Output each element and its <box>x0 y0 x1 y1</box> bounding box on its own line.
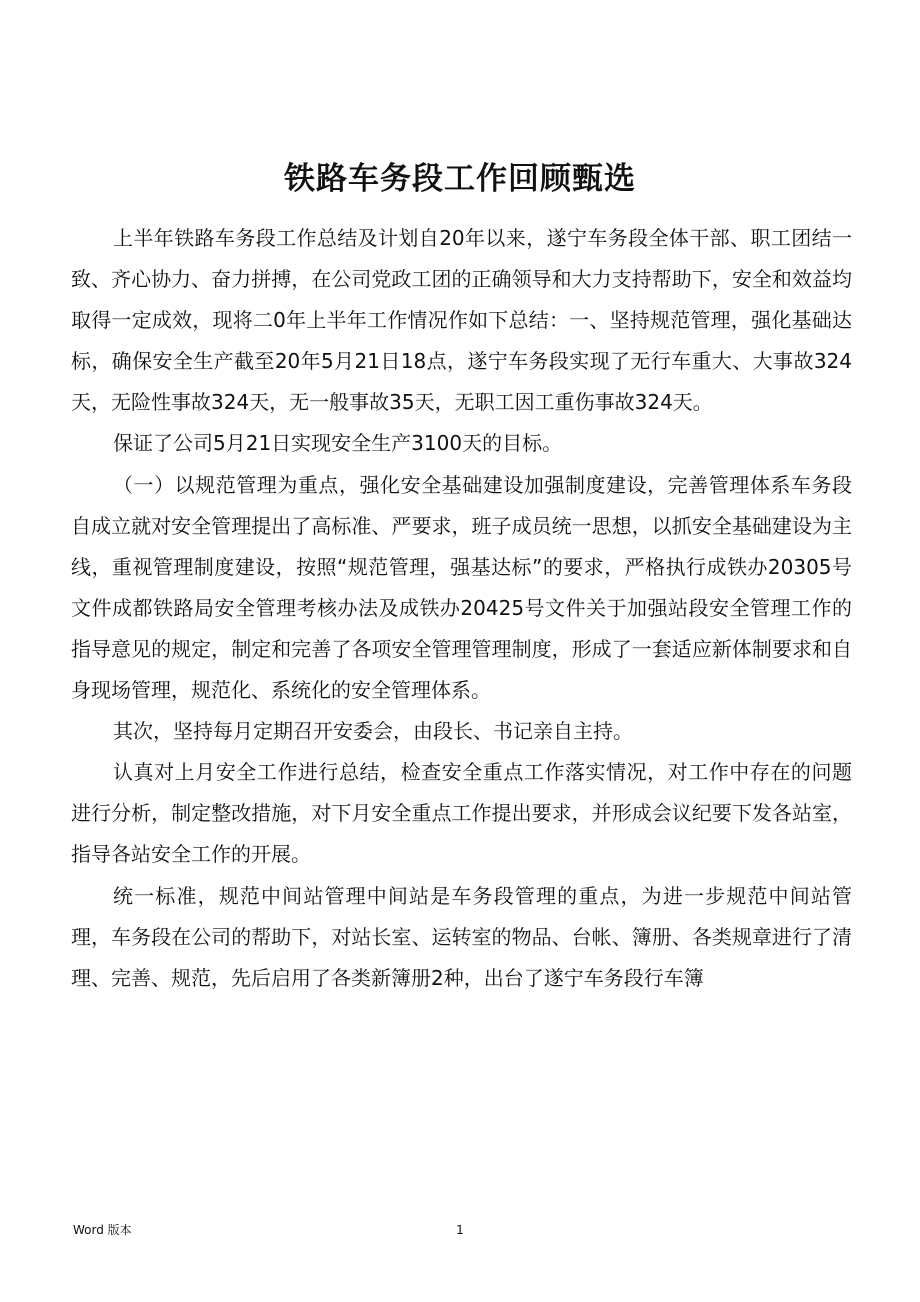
paragraph: 上半年铁路车务段工作总结及计划自20年以来，遂宁车务段全体干部、职工团结一致、齐心协力、奋力拼搏，在公司党政工团的正确领导和大力支持帮助下，安全和效益均取得一定成效，现将二0年上半年工作情况作如下总结：一、坚持规范管理，强化基础达标，确保安全生产截至20年5月21日18点，遂宁车务段实现了无行车重大、大事故324天，无险性事故324天，无一般事故35天，无职工因工重伤事故324天。 <box>71 226 852 415</box>
document-body <box>71 218 852 999</box>
paragraph: 其次，坚持每月定期召开安委会，由段长、书记亲自主持。 <box>113 719 633 744</box>
page-number: 1 <box>456 1223 464 1237</box>
document-title: 铁路车务段工作回顾甄选 <box>284 160 636 197</box>
paragraph: 认真对上月安全工作进行总结，检查安全重点工作落实情况，对工作中存在的问题进行分析，制定整改措施，对下月安全重点工作提出要求，并形成会议纪要下发各站室，指导各站安全工作的开展。 <box>71 760 852 867</box>
footer-label: Word 版本 <box>73 1223 132 1237</box>
paragraph: 保证了公司5月21日实现安全生产3100天的目标。 <box>113 431 563 456</box>
paragraph: 统一标准，规范中间站管理中间站是车务段管理的重点，为进一步规范中间站管理，车务段在公司的帮助下，对站长室、运转室的物品、台帐、簿册、各类规章进行了清理、完善、规范，先后启用了各类新簿册2种，出台了遂宁车务段行车簿 <box>71 883 852 990</box>
paragraph: （一）以规范管理为重点，强化安全基础建设加强制度建设，完善管理体系车务段自成立就对安全管理提出了高标准、严要求，班子成员统一思想，以抓安全基础建设为主线，重视管理制度建设，按照“规范管理，强基达标”的要求，严格执行成铁办20305号文件成都铁路局安全管理考核办法及成铁办20425号文件关于加强站段安全管理工作的指导意见的规定，制定和完善了各项安全管理管理制度，形成了一套适应新体制要求和自身现场管理，规范化、系统化的安全管理体系。 <box>71 472 852 703</box>
